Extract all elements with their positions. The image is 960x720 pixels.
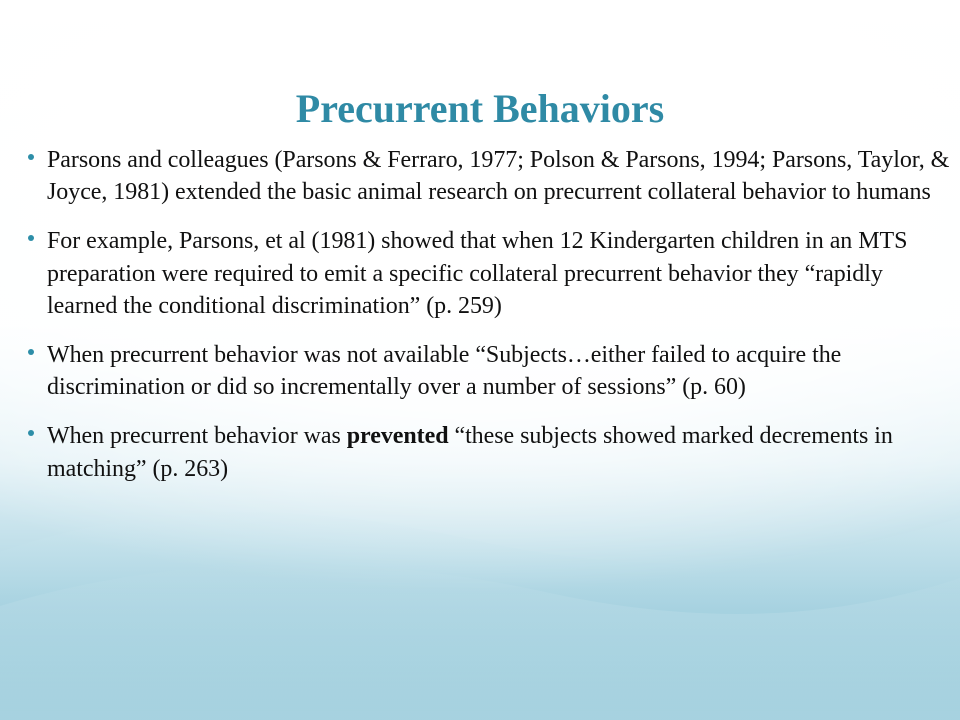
bullet-item [28,225,953,322]
bullet-icon [28,154,34,160]
emphasized-word: prevented [346,423,449,450]
bullet-text: For example, Parsons, et al (1981) showed that when 12 Kindergarten children in an MTS preparation were required to emit a specific collateral precurrent behavior they “rapidly learned the conditional discrimination” (p. 259) [47,228,908,319]
slide-title: Precurrent Behaviors [295,85,665,131]
bullet-icon [28,235,34,241]
bullet-icon [28,430,34,436]
bullet-text-after: “these subjects showed marked decrements in matching” (p. 263) [47,423,893,482]
bullet-item [28,420,953,484]
bullet-item [28,144,953,208]
bullet-text: When precurrent behavior was not available “Subjects…either failed to acquire the discrimination or did so incrementally over a number of sessions” (p. 60) [47,342,842,401]
bullet-icon [28,349,34,355]
bullet-text: Parsons and colleagues (Parsons & Ferraro, 1977; Polson & Parsons, 1994; Parsons, Taylor, & Joyce, 1981) extended the basic animal research on precurrent collateral behavior to humans [47,147,950,206]
bullet-item [28,339,953,403]
bullet-list [28,144,953,485]
bullet-text-before: When precurrent behavior was [47,423,347,450]
